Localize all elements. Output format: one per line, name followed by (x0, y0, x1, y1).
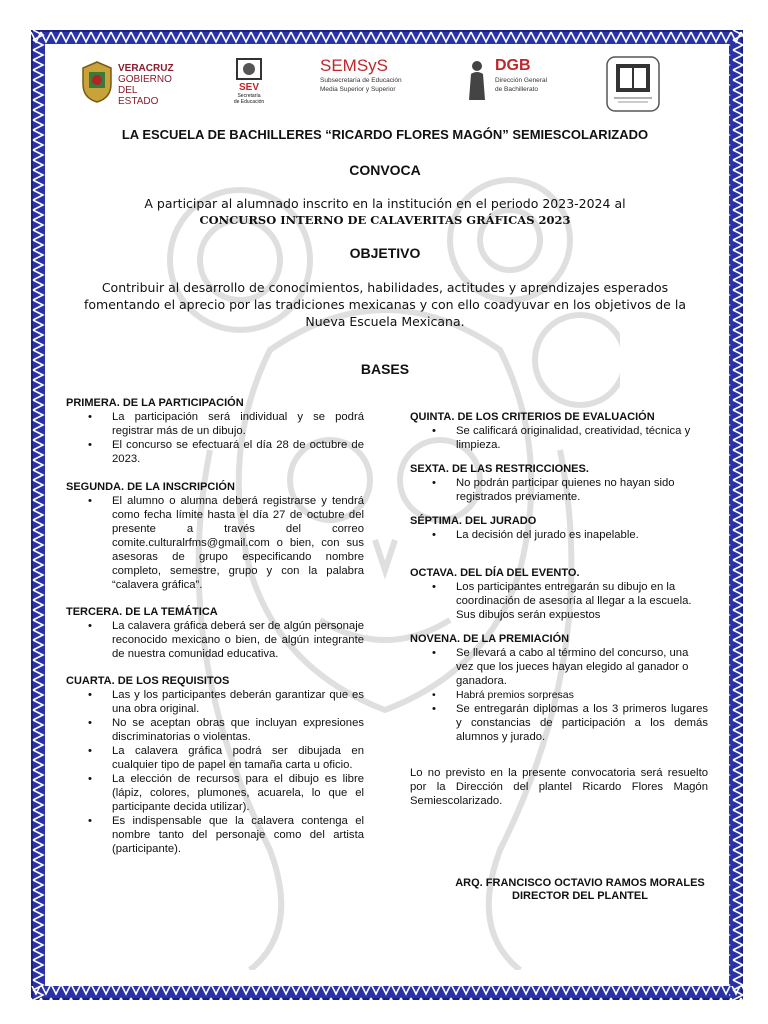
section-sexta-list (410, 476, 708, 504)
sev-emblem-icon (234, 56, 264, 82)
dgb-label: DGB (495, 57, 531, 74)
veracruz-line-2: GOBIERNO (118, 74, 172, 85)
section-tercera-title: TERCERA. DE LA TEMÁTICA (66, 606, 218, 618)
contest-name: CONCURSO INTERNO DE CALAVERITAS GRÁFICAS 2023 (199, 213, 571, 227)
section-cuarta-title: CUARTA. DE LOS REQUISITOS (66, 675, 230, 687)
list-item: • Habrá premios sorpresas (410, 688, 708, 702)
semsys-logo (320, 56, 440, 114)
list-item: • No se aceptan obras que incluyan expresiones discriminatorias o violentas. (66, 716, 364, 744)
section-octava-list (410, 580, 708, 622)
list-item: • No podrán participar quienes no hayan sido registrados previamente. (410, 476, 708, 504)
semsys-line-2: Subsecretaría de Educación (320, 77, 402, 84)
section-septima-list (410, 528, 708, 542)
school-logo (606, 56, 660, 114)
section-octava-title: OCTAVA. DEL DÍA DEL EVENTO. (410, 567, 580, 579)
closing-text: Lo no previsto en la presente convocatoria será resuelto por la Dirección del plantel Ricardo Flores Magón Semiescolarizado. (410, 767, 708, 807)
section-segunda-title: SEGUNDA. DE LA INSCRIPCIÓN (66, 481, 235, 493)
list-item: • La calavera gráfica deberá ser de algún personaje reconocido mexicano o bien, de algún integrante de nuestra comunidad educativa. (66, 619, 364, 661)
sev-logo (228, 56, 278, 114)
left-column (66, 396, 364, 856)
section-tercera-list (66, 619, 364, 661)
section-segunda-list (66, 494, 364, 592)
list-item: • La elección de recursos para el dibujo es libre (lápiz, colores, plumones, acuarela, lo que el participante decida utilizar). (66, 772, 364, 814)
sev-label: SEV (238, 82, 259, 93)
section-cuarta-list (66, 688, 364, 856)
bases-heading: BASES (360, 361, 410, 377)
section-primera-title: PRIMERA. DE LA PARTICIPACIÓN (66, 397, 244, 409)
semsys-label: SEMSyS (320, 56, 389, 75)
list-item: • Se llevará a cabo al término del concurso, una vez que los jueces hayan elegido al ganador o ganadora. (410, 646, 708, 688)
objetivo-heading: OBJETIVO (349, 245, 421, 261)
school-book-emblem-icon (606, 56, 660, 112)
list-item: • La participación será individual y se podrá registrar más de un dibujo. (66, 410, 364, 438)
semsys-line-3: Media Superior y Superior (320, 86, 396, 93)
list-item: • Se calificará originalidad, creatividad, técnica y limpieza. (410, 424, 708, 452)
section-novena-title: NOVENA. DE LA PREMIACIÓN (410, 633, 570, 645)
dgb-line-3: de Bachillerato (495, 86, 538, 93)
sev-line-3: de Educación (233, 99, 265, 105)
signature-block (430, 877, 730, 903)
veracruz-logo (78, 56, 178, 114)
dgb-figure-icon (463, 60, 491, 104)
list-item: • El alumno o alumna deberá registrarse y tendrá como fecha límite hasta el día 27 de octubre del presente a través del correo comite.culturalrfms@gmail.com o bien, con sus asesoras de grupo especificando nombre completo, semestre, grupo y con la palabra “calavera gráfica”. (66, 494, 364, 592)
list-item: • Es indispensable que la calavera contenga el nombre tanto del personaje como del artista (participante). (66, 814, 364, 856)
logos-row (78, 56, 698, 114)
list-item: • Las y los participantes deberán garantizar que es una obra original. (66, 688, 364, 716)
objetivo-text: Contribuir al desarrollo de conocimientos, habilidades, actitudes y aprendizajes esperados fomentando el aprecio por las tradiciones mexicanas y con ello coadyuvar en los objetivos de la Nueva Escuela Mexicana. (84, 280, 686, 329)
list-item: • Se entregarán diplomas a los 3 primeros lugares y constancias de participación a los demás alumnos y jurado. (410, 702, 708, 744)
section-primera-list (66, 410, 364, 466)
sev-line-2: Secretaría (237, 93, 261, 99)
right-column (410, 410, 708, 808)
section-septima-title: SÉPTIMA. DEL JURADO (410, 515, 537, 527)
section-quinta-title: QUINTA. DE LOS CRITERIOS DE EVALUACIÓN (410, 411, 655, 423)
dgb-line-2: Dirección General (495, 77, 548, 84)
list-item: • El concurso se efectuará el día 28 de octubre de 2023. (66, 438, 364, 466)
list-item: • La decisión del jurado es inapelable. (410, 528, 708, 542)
list-item: • La calavera gráfica podrá ser dibujada en cualquier tipo de papel en tamaña carta u oficio. (66, 744, 364, 772)
convoca-heading: CONVOCA (349, 162, 421, 178)
veracruz-line-1: VERACRUZ (118, 63, 174, 74)
school-title: LA ESCUELA DE BACHILLERES “RICARDO FLORES MAGÓN” SEMIESCOLARIZADO (121, 127, 649, 142)
invite-text: A participar al alumnado inscrito en la institución en el periodo 2023-2024 al (144, 196, 626, 211)
list-item: • Los participantes entregarán su dibujo en la coordinación de asesoría al llegar a la escuela. Sus dibujos serán expuestos (410, 580, 708, 622)
veracruz-line-3: DEL ESTADO (118, 85, 159, 107)
director-role: DIRECTOR DEL PLANTEL (512, 890, 648, 902)
dgb-logo (463, 56, 573, 114)
director-name: ARQ. FRANCISCO OCTAVIO RAMOS MORALES (455, 877, 705, 889)
section-sexta-title: SEXTA. DE LAS RESTRICCIONES. (410, 463, 589, 475)
section-quinta-list (410, 424, 708, 452)
veracruz-shield-icon (80, 60, 114, 104)
section-novena-list (410, 646, 708, 744)
